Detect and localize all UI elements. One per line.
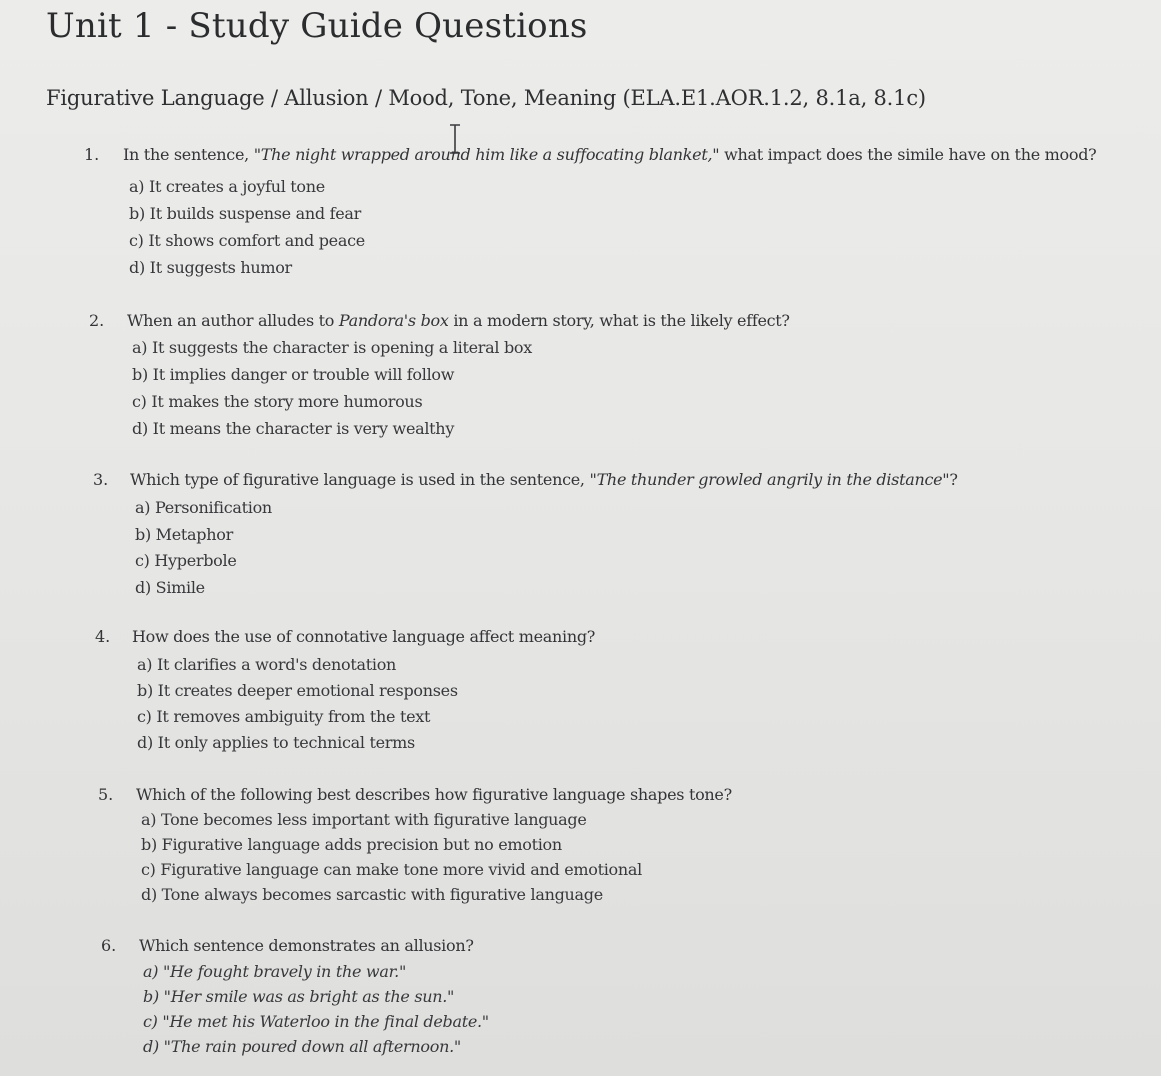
option-d: d) It suggests humor [129,258,292,277]
option-c: c) Hyperbole [135,551,237,570]
text-cursor-icon [448,124,462,154]
question-suffix: "? [942,470,958,489]
question-prefix: When an author alludes to [127,311,339,330]
question-text [139,936,474,955]
question-number: 3. [93,470,109,489]
option-d: d) Simile [135,578,205,597]
question-prefix: Which type of figurative language is used in the sentence, " [130,470,597,489]
question-number: 5. [98,785,114,804]
question-text [136,785,732,804]
question-prefix: Which sentence demonstrates an allusion? [139,936,474,955]
question-text [123,145,1096,164]
section-heading: Figurative Language / Allusion / Mood, Tone, Meaning (ELA.E1.AOR.1.2, 8.1a, 8.1c) [46,86,926,110]
question-text [127,311,790,330]
question-number: 6. [101,936,117,955]
option-a: a) It creates a joyful tone [129,177,325,196]
option-c: c) "He met his Waterloo in the final debate." [143,1012,489,1031]
question-quote: The night wrapped around him like a suffocating blanket, [260,145,713,164]
option-c: c) It makes the story more humorous [132,392,423,411]
option-c: c) It removes ambiguity from the text [137,707,431,726]
question-prefix: Which of the following best describes how figurative language shapes tone? [136,785,732,804]
option-b: b) It builds suspense and fear [129,204,361,223]
option-b: b) Figurative language adds precision but no emotion [141,835,562,854]
question-quote: Pandora's box [338,311,449,330]
question-number: 2. [89,311,105,330]
question-prefix: How does the use of connotative language affect meaning? [132,627,596,646]
option-a: a) It suggests the character is opening a literal box [132,338,532,357]
option-c: c) It shows comfort and peace [129,231,365,250]
question-number: 4. [95,627,111,646]
option-a: a) "He fought bravely in the war." [143,962,407,981]
option-a: a) It clarifies a word's denotation [137,655,397,674]
option-d: d) It only applies to technical terms [137,733,415,752]
page-title: Unit 1 - Study Guide Questions [46,6,588,46]
option-d: d) It means the character is very wealthy [132,419,455,438]
question-suffix: " what impact does the simile have on the mood? [712,145,1097,164]
question-text [130,470,958,489]
option-c: c) Figurative language can make tone more vivid and emotional [141,860,642,879]
question-text [132,627,595,646]
option-d: d) "The rain poured down all afternoon." [143,1037,461,1056]
question-quote: The thunder growled angrily in the distance [596,470,943,489]
question-number: 1. [84,145,100,164]
question-suffix: in a modern story, what is the likely effect? [448,311,790,330]
question-prefix: In the sentence, " [123,145,261,164]
option-a: a) Tone becomes less important with figurative language [141,810,587,829]
option-d: d) Tone always becomes sarcastic with figurative language [141,885,603,904]
option-b: b) It creates deeper emotional responses [137,681,458,700]
option-a: a) Personification [135,498,272,517]
option-b: b) Metaphor [135,525,233,544]
option-b: b) "Her smile was as bright as the sun." [143,987,455,1006]
option-b: b) It implies danger or trouble will follow [132,365,455,384]
